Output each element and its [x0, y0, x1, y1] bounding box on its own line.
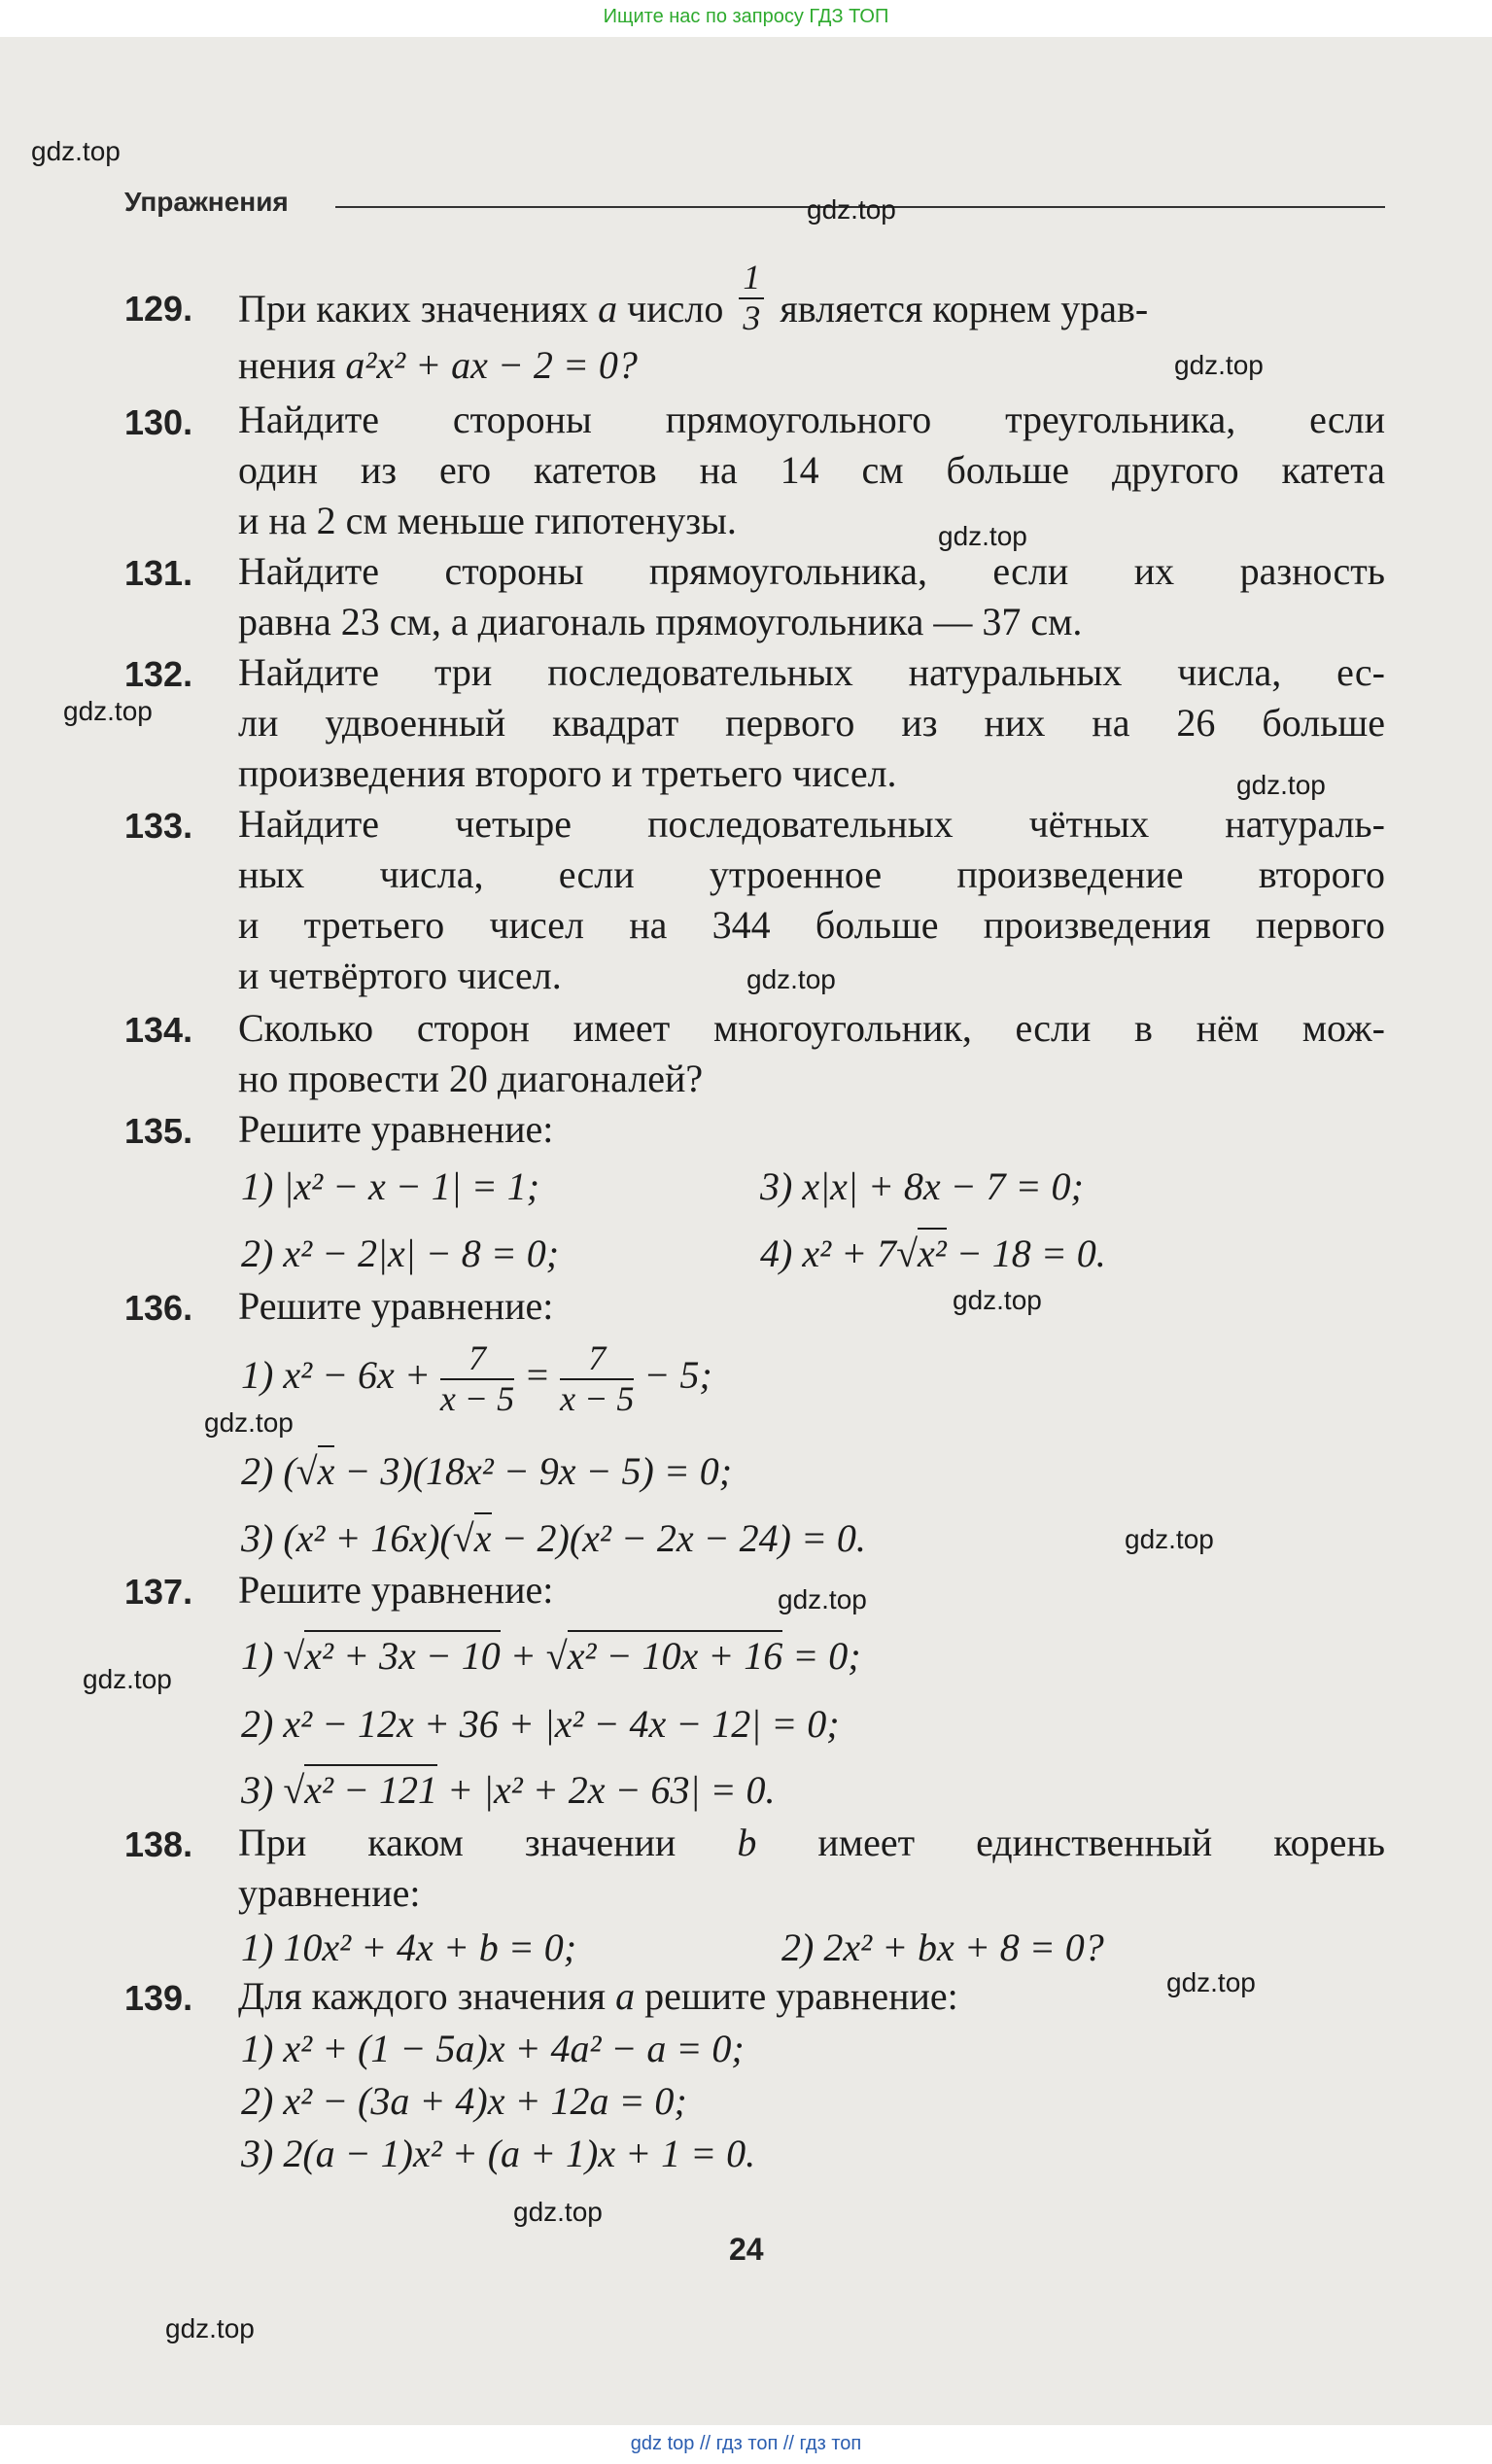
watermark: gdz.top [165, 2313, 255, 2343]
exercise-137-title: Решите уравнение: [238, 1568, 554, 1612]
exercise-135-number: 135. [124, 1111, 193, 1151]
fraction-numerator: 7 [440, 1339, 514, 1380]
textbook-page [0, 37, 1492, 2425]
watermark: gdz.top [83, 1664, 172, 1694]
watermark: gdz.top [31, 136, 121, 166]
exercise-137-part-3: 3) √x² − 121 + |x² + 2x − 63| = 0. [241, 1771, 776, 1810]
exercise-137-part-1-e: = 0; [782, 1634, 861, 1678]
watermark: gdz.top [746, 964, 836, 994]
exercise-136-fraction-1 [440, 1339, 514, 1418]
fraction-denominator: x − 5 [439, 1378, 515, 1418]
watermark: gdz.top [513, 2197, 603, 2227]
exercise-132-line-2: ли удвоенный квадрат первого из них на 26 больше [238, 701, 1385, 745]
exercise-135-part-4-radicand: x² [918, 1228, 947, 1275]
exercise-134-number: 134. [124, 1010, 193, 1050]
exercise-129-var: a [598, 286, 618, 330]
exercise-135-part-3: 3) x|x| + 8x − 7 = 0; [760, 1164, 1084, 1208]
top-banner[interactable] [0, 0, 1492, 37]
exercise-136-part-1 [241, 1339, 712, 1418]
exercise-133-number: 133. [124, 806, 193, 846]
exercise-137-part-1-radicand-1: x² + 3x − 10 [304, 1630, 500, 1678]
exercise-136-fraction-2 [560, 1339, 634, 1418]
exercise-131-number: 131. [124, 553, 193, 593]
exercise-137-part-1-a: 1) [241, 1634, 284, 1678]
section-title: Упражнения [124, 187, 289, 217]
exercise-132-line-1: Найдите три последовательных натуральных числа, ес- [238, 650, 1385, 694]
watermark: gdz.top [778, 1584, 867, 1614]
exercise-138-part-2: 2) 2x² + bx + 8 = 0? [781, 1926, 1104, 1969]
exercise-139-part-3: 3) 2(a − 1)x² + (a + 1)x + 1 = 0. [241, 2132, 756, 2175]
exercise-139-var: a [615, 1974, 636, 2018]
exercise-136-part-3: 3) (x² + 16x)(√x − 2)(x² − 2x − 24) = 0. [241, 1519, 866, 1558]
watermark: gdz.top [1174, 350, 1264, 380]
exercise-135-part-4-c: − 18 = 0. [955, 1232, 1106, 1275]
exercise-129-text-3: является корнем урав- [780, 286, 1149, 330]
watermark: gdz.top [1166, 1967, 1256, 1997]
exercise-134-line-2: но провести 20 диагоналей? [238, 1057, 704, 1100]
exercise-139-text: Для каждого значения [238, 1974, 607, 2018]
exercise-131-line-1: Найдите стороны прямоугольника, если их разность [238, 549, 1385, 593]
exercise-129-text-2: число [627, 286, 724, 330]
fraction-numerator: 7 [560, 1339, 634, 1380]
exercise-137-part-3-radicand: x² − 121 [304, 1764, 437, 1812]
bottom-banner[interactable] [0, 2425, 1492, 2464]
watermark: gdz.top [953, 1285, 1042, 1315]
watermark: gdz.top [1125, 1524, 1214, 1554]
exercise-136-part-3-a: 3) (x² + 16x)( [241, 1516, 453, 1560]
exercise-136-part-1-a: 1) x² − 6x + [241, 1352, 431, 1397]
exercise-139-text-2: решите уравнение: [644, 1974, 958, 2018]
exercise-129-text-4: нения [238, 343, 336, 387]
top-banner-link[interactable]: Ищите нас по запросу ГДЗ ТОП [603, 6, 889, 27]
exercise-138-text-2: имеет единственный корень [817, 1821, 1386, 1864]
exercise-138-line-1 [238, 1823, 1385, 1862]
exercise-136-part-3-c: − 2)(x² − 2x − 24) = 0. [491, 1516, 866, 1560]
exercise-135-part-1: 1) |x² − x − 1| = 1; [241, 1164, 540, 1208]
exercise-137-part-1: 1) √x² + 3x − 10 + √x² − 10x + 16 = 0; [241, 1637, 861, 1676]
exercise-137-number: 137. [124, 1572, 193, 1612]
exercise-129-fraction [739, 259, 764, 337]
exercise-136-part-3-radicand: x [474, 1512, 492, 1560]
exercise-132-line-3: произведения второго и третьего чисел. [238, 751, 897, 795]
exercise-134-line-1: Сколько сторон имеет многоугольник, если в нём мож- [238, 1006, 1385, 1050]
exercise-133-line-2: ных числа, если утроенное произведение второго [238, 852, 1385, 896]
exercise-136-part-2: 2) (√x − 3)(18x² − 9x − 5) = 0; [241, 1452, 732, 1491]
fraction-numerator: 1 [739, 259, 764, 299]
exercise-137-part-2: 2) x² − 12x + 36 + |x² − 4x − 12| = 0; [241, 1702, 840, 1746]
exercise-131-line-2: равна 23 см, а диагональ прямоугольника — 37 см. [238, 600, 1083, 643]
exercise-136-part-1-equals: = [524, 1352, 551, 1397]
watermark: gdz.top [807, 194, 896, 225]
exercise-139-part-2: 2) x² − (3a + 4)x + 12a = 0; [241, 2079, 687, 2123]
exercise-136-title: Решите уравнение: [238, 1284, 554, 1328]
exercise-130-line-3: и на 2 см меньше гипотенузы. [238, 499, 737, 542]
exercise-130-line-1: Найдите стороны прямоугольного треугольника, если [238, 398, 1385, 441]
watermark: gdz.top [204, 1407, 294, 1438]
bottom-banner-links[interactable]: gdz top // гдз топ // гдз топ [630, 2433, 862, 2454]
exercise-137-part-1-plus: + [500, 1634, 546, 1678]
watermark: gdz.top [938, 521, 1027, 551]
watermark: gdz.top [1236, 770, 1326, 800]
exercise-133-line-4: и четвёртого чисел. [238, 954, 562, 997]
exercise-129-text: При каких значениях [238, 286, 589, 330]
exercise-137-part-1-radicand-2: x² − 10x + 16 [568, 1630, 782, 1678]
page-number: 24 [729, 2232, 764, 2267]
exercise-132-number: 132. [124, 654, 193, 694]
exercise-138-part-1: 1) 10x² + 4x + b = 0; [241, 1926, 577, 1969]
fraction-denominator: x − 5 [560, 1378, 635, 1418]
exercise-136-part-2-c: − 3)(18x² − 9x − 5) = 0; [334, 1449, 733, 1493]
exercise-133-line-1: Найдите четыре последовательных чётных натураль- [238, 802, 1385, 846]
exercise-136-part-2-radicand: x [318, 1445, 335, 1493]
exercise-130-line-2: один из его катетов на 14 см больше другого катета [238, 448, 1385, 492]
exercise-129-line-1 [238, 258, 1385, 337]
exercise-135-part-4: 4) x² + 7√x² − 18 = 0. [760, 1234, 1106, 1273]
exercise-138-text: При каком значении [238, 1821, 677, 1864]
exercise-139-part-1: 1) x² + (1 − 5a)x + 4a² − a = 0; [241, 2027, 745, 2070]
exercise-135-part-4-a: 4) x² + 7 [760, 1232, 897, 1275]
exercise-135-part-2: 2) x² − 2|x| − 8 = 0; [241, 1232, 560, 1275]
exercise-135-title: Решите уравнение: [238, 1107, 554, 1151]
exercise-136-part-2-a: 2) ( [241, 1449, 296, 1493]
fraction-denominator: 3 [743, 297, 761, 337]
exercise-136-part-1-c: − 5; [643, 1352, 712, 1397]
exercise-137-part-3-c: + |x² + 2x − 63| = 0. [437, 1768, 776, 1812]
exercise-137-part-3-a: 3) [241, 1768, 284, 1812]
exercise-139-number: 139. [124, 1978, 193, 2018]
exercise-129-equation: a²x² + ax − 2 = 0? [345, 343, 638, 387]
exercise-129-number: 129. [124, 289, 193, 329]
exercise-136-number: 136. [124, 1288, 193, 1328]
exercise-138-number: 138. [124, 1824, 193, 1864]
watermark: gdz.top [63, 696, 153, 726]
exercise-138-line-2: уравнение: [238, 1871, 421, 1915]
exercise-130-number: 130. [124, 402, 193, 442]
exercise-138-var: b [737, 1821, 757, 1864]
exercise-133-line-3: и третьего чисел на 344 больше произведения первого [238, 903, 1385, 947]
